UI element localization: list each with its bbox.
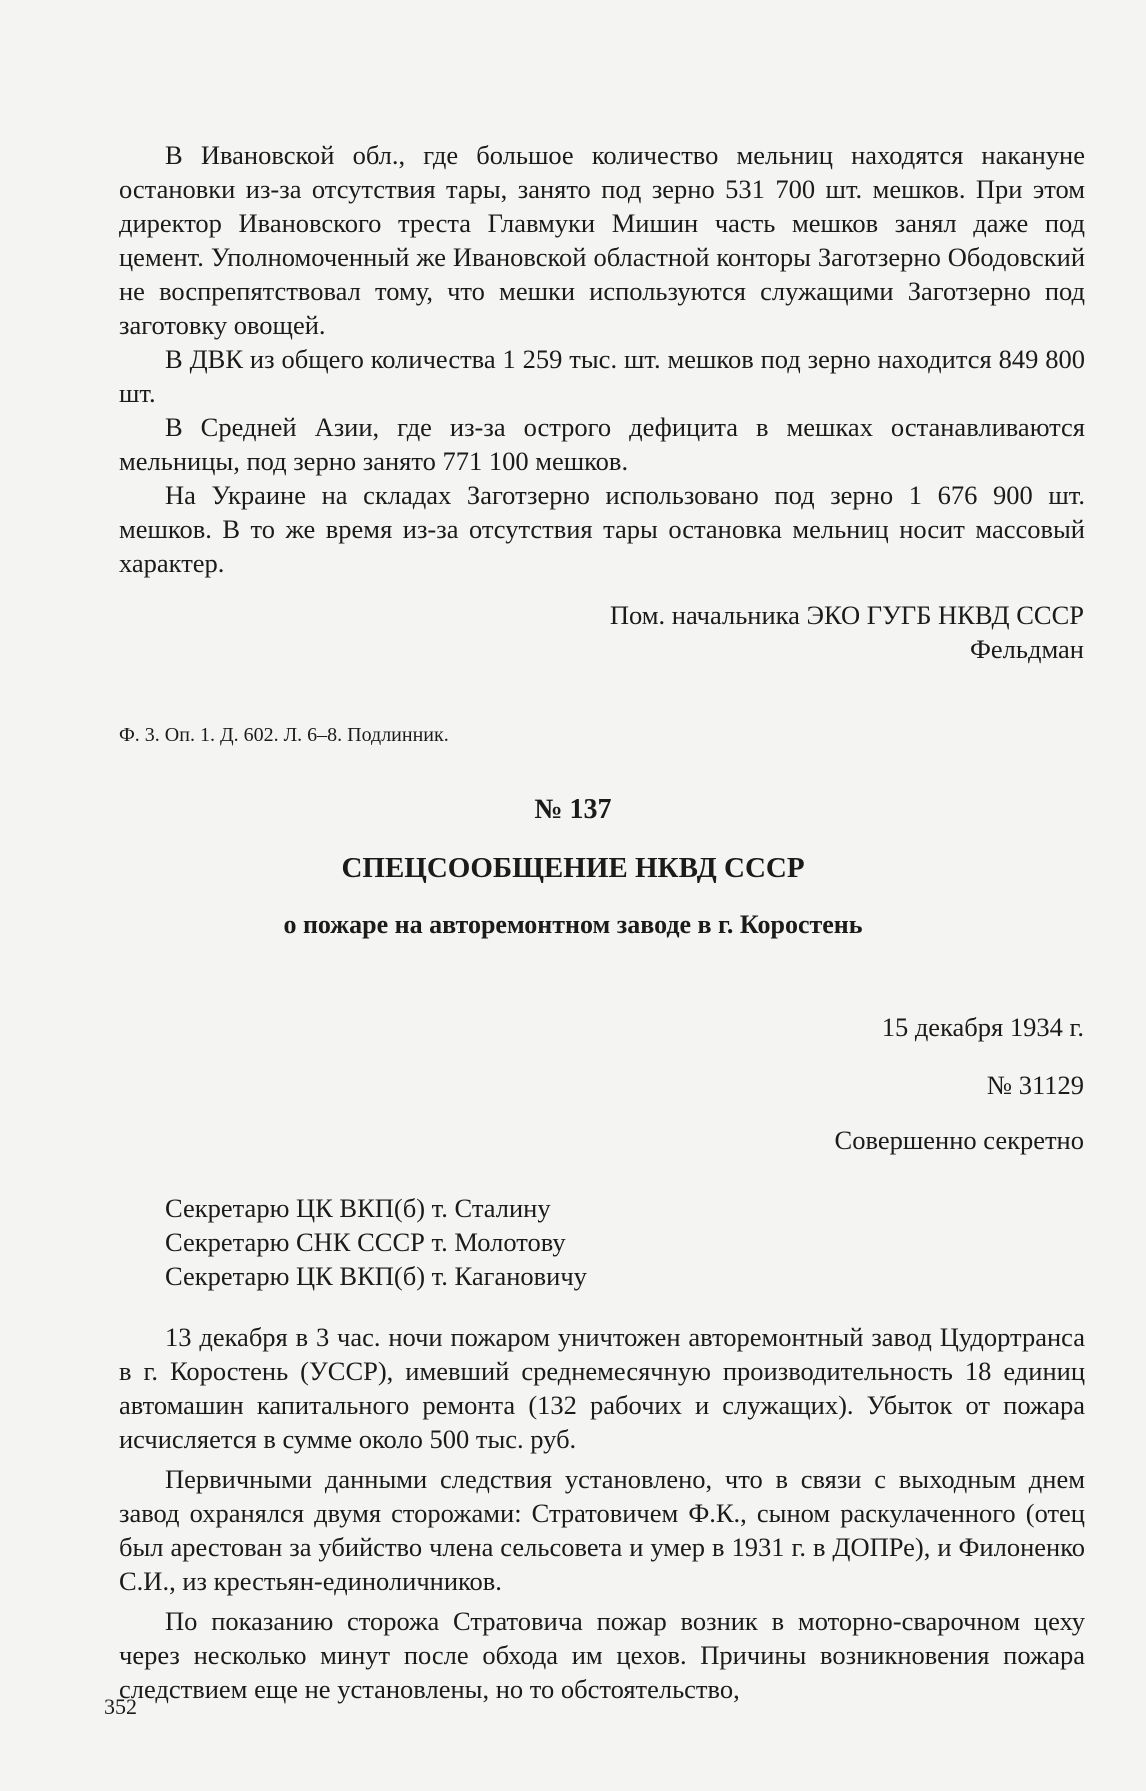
classification-label: Совершенно секретно (834, 1125, 1084, 1155)
body-paragraph-1: 13 декабря в 3 час. ночи пожаром уничтожен авторемонтный завод Цудортранса в г. Коростень (УССР), имевший среднемесячную производительность 18 единиц автомашин капитального ремонта (132 рабочих и служащих). Убыток от пожара исчисляется в сумме около 500 тыс. руб. (119, 1322, 1085, 1454)
body-paragraph-3: По показанию сторожа Стратовича пожар возник в моторно-сварочном цеху через несколько минут после обхода им цехов. Причины возникновения пожара следствием еще не установлены, но то обстоятельство, (119, 1606, 1085, 1704)
addressee-list (165, 1191, 587, 1293)
addressee: Секретарю ЦК ВКП(б) т. Сталину (165, 1193, 551, 1223)
intro-paragraph-2: В ДВК из общего количества 1 259 тыс. шт. мешков под зерно находится 849 800 шт. (119, 344, 1085, 408)
addressee: Секретарю СНК СССР т. Молотову (165, 1227, 566, 1257)
signature-name: Фельдман (969, 634, 1084, 664)
addressee: Секретарю ЦК ВКП(б) т. Кагановичу (165, 1261, 587, 1291)
page-number: 352 (104, 1694, 137, 1719)
signature-block (610, 598, 1084, 666)
signature-position: Пом. начальника ЭКО ГУГБ НКВД СССР (609, 600, 1084, 630)
report-body (119, 1320, 1085, 1706)
intro-paragraph-1: В Ивановской обл., где большое количество мельниц находятся накануне остановки из-за отсутствия тары, занято под зерно 531 700 шт. мешков. При этом директор Ивановского треста Главмуки Мишин часть мешков занял даже под цемент. Уполномоченный же Ивановской областной конторы Заготзерно Ободовский не воспрепятствовал тому, что мешки используются служащими Заготзерно под заготовку овощей. (119, 140, 1085, 340)
body-paragraph-2: Первичными данными следствия установлено, что в связи с выходным днем завод охранялся двумя сторожами: Стратовичем Ф.К., сыном раскулаченного (отец был арестован за убийство члена сельсовета и умер в 1931 г. в ДОПРе), и Филоненко С.И., из крестьян-единоличников. (119, 1464, 1085, 1596)
intro-paragraph-3: В Средней Азии, где из-за острого дефицита в мешках останавливаются мельницы, под зерно занято 771 100 мешков. (119, 412, 1085, 476)
document-date: 15 декабря 1934 г. (881, 1012, 1084, 1042)
document-subtitle: о пожаре на авторемонтном заводе в г. Коростень (283, 910, 863, 939)
document-number: № 137 (534, 794, 612, 825)
archive-source-note: Ф. 3. Оп. 1. Д. 602. Л. 6–8. Подлинник. (119, 724, 449, 746)
document-title: СПЕЦСООБЩЕНИЕ НКВД СССР (341, 852, 805, 884)
intro-paragraph-4: На Украине на складах Заготзерно использовано под зерно 1 676 900 шт. мешков. В то же время из-за отсутствия тары остановка мельниц носит массовый характер. (119, 480, 1085, 578)
registration-number: № 31129 (986, 1070, 1084, 1100)
intro-text (119, 138, 1085, 580)
